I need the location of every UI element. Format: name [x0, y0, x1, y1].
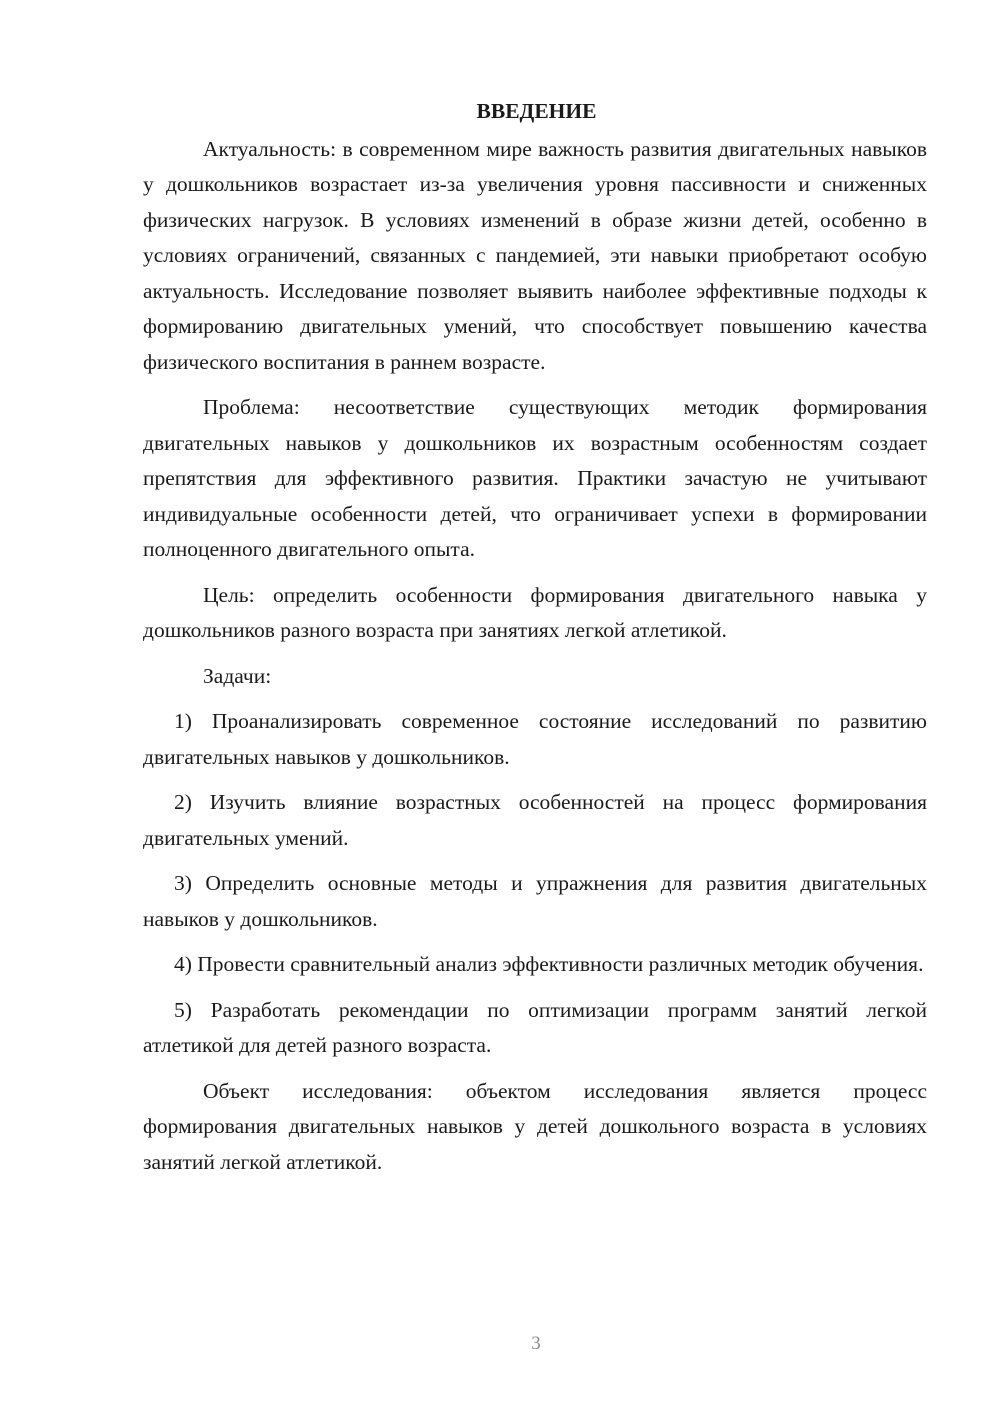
task-item-5: 5) Разработать рекомендации по оптимизации программ занятий легкой атлетикой для детей разного возраста.	[143, 997, 927, 1057]
paragraph-goal: Цель: определить особенности формирования двигательного навыка у дошкольников разного возраста при занятиях легкой атлетикой.	[143, 582, 927, 642]
paragraph-object: Объект исследования: объектом исследования является процесс формирования двигательных навыков у детей дошкольного возраста в условиях занятий легкой атлетикой.	[143, 1078, 927, 1174]
task-item-4: 4) Провести сравнительный анализ эффективности различных методик обучения.	[174, 952, 924, 976]
task-item-2: 2) Изучить влияние возрастных особенностей на процесс формирования двигательных умений.	[143, 790, 927, 850]
section-heading: ВВЕДЕНИЕ	[476, 99, 597, 123]
page-number: 3	[531, 1333, 541, 1354]
tasks-label: Задачи:	[203, 663, 272, 688]
paragraph-problem: Проблема: несоответствие существующих методик формирования двигательных навыков у дошкольников их возрастным особенностям создает препятствия для эффективного развития. Практики зачастую не учитывают индивидуальные особенности детей, что ограничивает успехи в формировании полноценного двигательного опыта.	[143, 395, 927, 561]
task-item-1: 1) Проанализировать современное состояние исследований по развитию двигательных навыков у дошкольников.	[143, 709, 927, 769]
paragraph-relevance: Актуальность: в современном мире важность развития двигательных навыков у дошкольников возрастает из-за увеличения уровня пассивности и сниженных физических нагрузок. В условиях изменений в образе жизни детей, особенно в условиях ограничений, связанных с пандемией, эти навыки приобретают особую актуальность. Исследование позволяет выявить наиболее эффективные подходы к формированию двигательных умений, что способствует повышению качества физического воспитания в раннем возрасте.	[143, 136, 927, 374]
page-content	[143, 94, 927, 1190]
task-item-3: 3) Определить основные методы и упражнения для развития двигательных навыков у дошкольников.	[143, 871, 927, 931]
